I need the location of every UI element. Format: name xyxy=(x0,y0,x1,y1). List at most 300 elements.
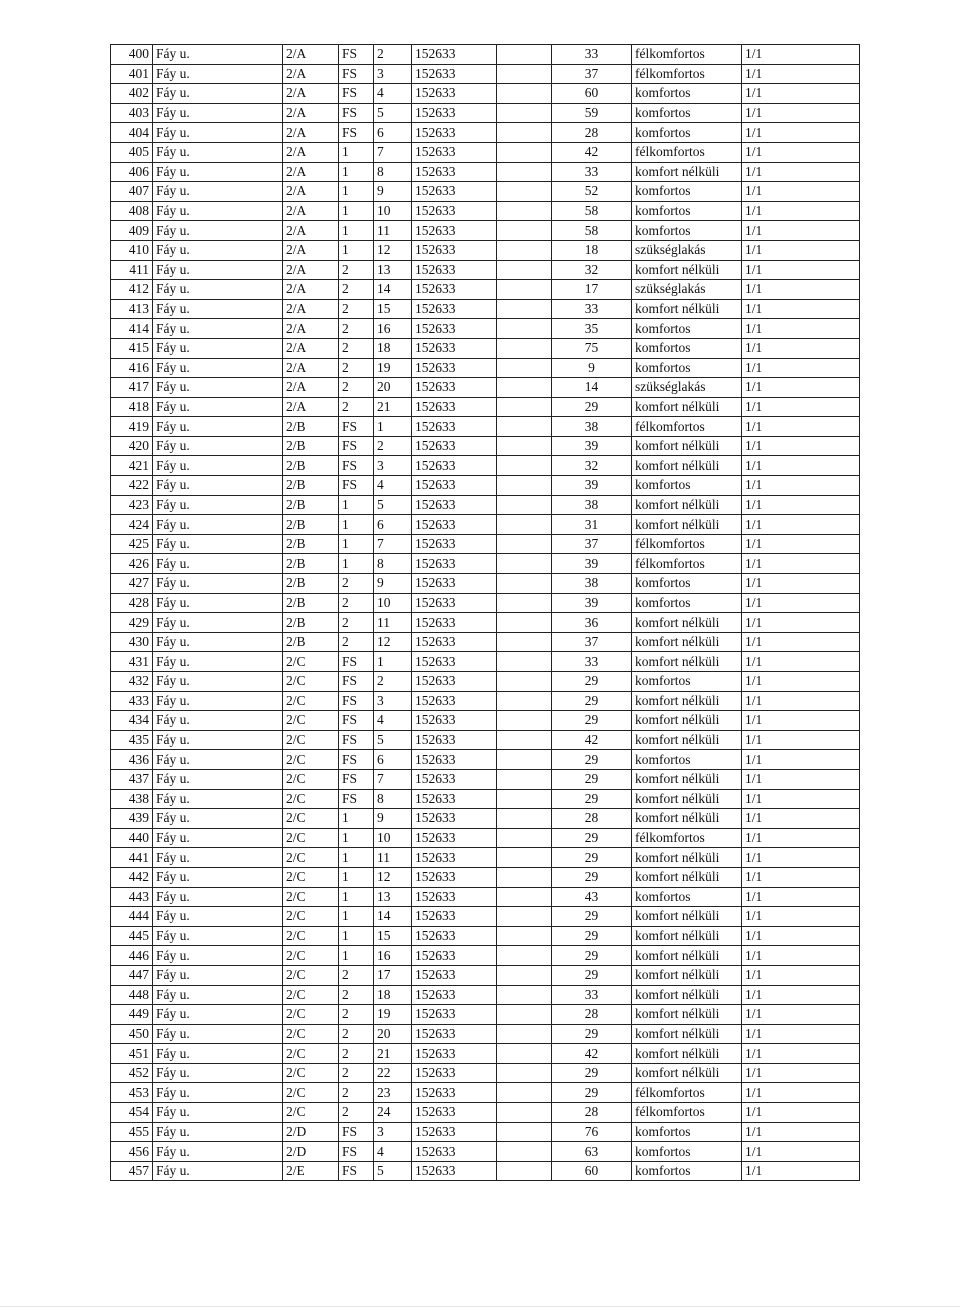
table-row xyxy=(111,828,860,848)
row-number-cell: 431 xyxy=(111,652,153,672)
floor-cell: FS xyxy=(339,436,374,456)
door-cell: 19 xyxy=(374,1005,412,1025)
floor-cell: FS xyxy=(339,691,374,711)
area-cell: 38 xyxy=(552,574,632,594)
street-cell: Fáy u. xyxy=(153,417,283,437)
empty-cell xyxy=(497,613,552,633)
table-row xyxy=(111,1005,860,1025)
parcel-number-cell: 152633 xyxy=(412,142,497,162)
street-cell: Fáy u. xyxy=(153,613,283,633)
empty-cell xyxy=(497,593,552,613)
parcel-number-cell: 152633 xyxy=(412,103,497,123)
door-cell: 18 xyxy=(374,338,412,358)
building-cell: 2/A xyxy=(283,299,339,319)
building-cell: 2/A xyxy=(283,358,339,378)
door-cell: 22 xyxy=(374,1063,412,1083)
street-cell: Fáy u. xyxy=(153,45,283,65)
floor-cell: 1 xyxy=(339,907,374,927)
parcel-number-cell: 152633 xyxy=(412,1083,497,1103)
row-number-cell: 445 xyxy=(111,926,153,946)
area-cell: 17 xyxy=(552,280,632,300)
row-number-cell: 440 xyxy=(111,828,153,848)
row-number-cell: 433 xyxy=(111,691,153,711)
empty-cell xyxy=(497,221,552,241)
floor-cell: 1 xyxy=(339,828,374,848)
ownership-share-cell: 1/1 xyxy=(742,613,860,633)
empty-cell xyxy=(497,848,552,868)
door-cell: 20 xyxy=(374,1024,412,1044)
empty-cell xyxy=(497,946,552,966)
street-cell: Fáy u. xyxy=(153,711,283,731)
door-cell: 9 xyxy=(374,182,412,202)
street-cell: Fáy u. xyxy=(153,319,283,339)
comfort-type-cell: komfortos xyxy=(632,1161,742,1181)
parcel-number-cell: 152633 xyxy=(412,45,497,65)
floor-cell: FS xyxy=(339,1122,374,1142)
floor-cell: FS xyxy=(339,652,374,672)
table-row xyxy=(111,1024,860,1044)
comfort-type-cell: komfortos xyxy=(632,201,742,221)
parcel-number-cell: 152633 xyxy=(412,672,497,692)
area-cell: 28 xyxy=(552,1005,632,1025)
table-body xyxy=(111,45,860,1181)
door-cell: 6 xyxy=(374,123,412,143)
row-number-cell: 403 xyxy=(111,103,153,123)
empty-cell xyxy=(497,45,552,65)
row-number-cell: 422 xyxy=(111,476,153,496)
building-cell: 2/C xyxy=(283,672,339,692)
row-number-cell: 456 xyxy=(111,1142,153,1162)
ownership-share-cell: 1/1 xyxy=(742,985,860,1005)
door-cell: 13 xyxy=(374,260,412,280)
area-cell: 35 xyxy=(552,319,632,339)
ownership-share-cell: 1/1 xyxy=(742,789,860,809)
row-number-cell: 429 xyxy=(111,613,153,633)
parcel-number-cell: 152633 xyxy=(412,750,497,770)
row-number-cell: 430 xyxy=(111,632,153,652)
empty-cell xyxy=(497,554,552,574)
ownership-share-cell: 1/1 xyxy=(742,632,860,652)
table-row xyxy=(111,985,860,1005)
floor-cell: 1 xyxy=(339,926,374,946)
area-cell: 29 xyxy=(552,946,632,966)
empty-cell xyxy=(497,1005,552,1025)
building-cell: 2/A xyxy=(283,319,339,339)
street-cell: Fáy u. xyxy=(153,260,283,280)
area-cell: 52 xyxy=(552,182,632,202)
building-cell: 2/C xyxy=(283,907,339,927)
building-cell: 2/E xyxy=(283,1161,339,1181)
street-cell: Fáy u. xyxy=(153,397,283,417)
street-cell: Fáy u. xyxy=(153,985,283,1005)
ownership-share-cell: 1/1 xyxy=(742,201,860,221)
area-cell: 42 xyxy=(552,1044,632,1064)
door-cell: 9 xyxy=(374,574,412,594)
street-cell: Fáy u. xyxy=(153,1103,283,1123)
parcel-number-cell: 152633 xyxy=(412,64,497,84)
row-number-cell: 401 xyxy=(111,64,153,84)
parcel-number-cell: 152633 xyxy=(412,319,497,339)
ownership-share-cell: 1/1 xyxy=(742,299,860,319)
scan-edge-line xyxy=(0,1306,960,1307)
area-cell: 76 xyxy=(552,1122,632,1142)
ownership-share-cell: 1/1 xyxy=(742,1103,860,1123)
ownership-share-cell: 1/1 xyxy=(742,64,860,84)
area-cell: 33 xyxy=(552,299,632,319)
floor-cell: FS xyxy=(339,750,374,770)
empty-cell xyxy=(497,64,552,84)
row-number-cell: 432 xyxy=(111,672,153,692)
area-cell: 29 xyxy=(552,789,632,809)
comfort-type-cell: komfort nélküli xyxy=(632,711,742,731)
row-number-cell: 417 xyxy=(111,378,153,398)
comfort-type-cell: félkomfortos xyxy=(632,1083,742,1103)
ownership-share-cell: 1/1 xyxy=(742,240,860,260)
comfort-type-cell: komfort nélküli xyxy=(632,789,742,809)
floor-cell: 2 xyxy=(339,260,374,280)
comfort-type-cell: félkomfortos xyxy=(632,828,742,848)
table-row xyxy=(111,436,860,456)
street-cell: Fáy u. xyxy=(153,495,283,515)
area-cell: 37 xyxy=(552,632,632,652)
parcel-number-cell: 152633 xyxy=(412,867,497,887)
area-cell: 29 xyxy=(552,691,632,711)
building-cell: 2/C xyxy=(283,769,339,789)
door-cell: 2 xyxy=(374,672,412,692)
table-row xyxy=(111,142,860,162)
empty-cell xyxy=(497,142,552,162)
empty-cell xyxy=(497,769,552,789)
building-cell: 2/B xyxy=(283,417,339,437)
empty-cell xyxy=(497,495,552,515)
comfort-type-cell: komfortos xyxy=(632,1122,742,1142)
building-cell: 2/A xyxy=(283,221,339,241)
ownership-share-cell: 1/1 xyxy=(742,711,860,731)
parcel-number-cell: 152633 xyxy=(412,1122,497,1142)
area-cell: 33 xyxy=(552,45,632,65)
table-row xyxy=(111,1161,860,1181)
building-cell: 2/C xyxy=(283,985,339,1005)
street-cell: Fáy u. xyxy=(153,593,283,613)
row-number-cell: 420 xyxy=(111,436,153,456)
ownership-share-cell: 1/1 xyxy=(742,1063,860,1083)
comfort-type-cell: szükséglakás xyxy=(632,378,742,398)
parcel-number-cell: 152633 xyxy=(412,182,497,202)
building-cell: 2/C xyxy=(283,946,339,966)
ownership-share-cell: 1/1 xyxy=(742,436,860,456)
area-cell: 29 xyxy=(552,926,632,946)
door-cell: 21 xyxy=(374,397,412,417)
street-cell: Fáy u. xyxy=(153,1161,283,1181)
door-cell: 8 xyxy=(374,789,412,809)
table-row xyxy=(111,613,860,633)
comfort-type-cell: komfort nélküli xyxy=(632,926,742,946)
row-number-cell: 407 xyxy=(111,182,153,202)
ownership-share-cell: 1/1 xyxy=(742,848,860,868)
building-cell: 2/C xyxy=(283,750,339,770)
area-cell: 38 xyxy=(552,417,632,437)
comfort-type-cell: komfort nélküli xyxy=(632,613,742,633)
area-cell: 29 xyxy=(552,1063,632,1083)
empty-cell xyxy=(497,1122,552,1142)
empty-cell xyxy=(497,476,552,496)
door-cell: 19 xyxy=(374,358,412,378)
comfort-type-cell: komfortos xyxy=(632,84,742,104)
building-cell: 2/A xyxy=(283,162,339,182)
comfort-type-cell: komfort nélküli xyxy=(632,632,742,652)
table-row xyxy=(111,84,860,104)
street-cell: Fáy u. xyxy=(153,358,283,378)
floor-cell: 2 xyxy=(339,280,374,300)
door-cell: 15 xyxy=(374,926,412,946)
building-cell: 2/B xyxy=(283,534,339,554)
comfort-type-cell: félkomfortos xyxy=(632,45,742,65)
row-number-cell: 455 xyxy=(111,1122,153,1142)
row-number-cell: 404 xyxy=(111,123,153,143)
comfort-type-cell: félkomfortos xyxy=(632,64,742,84)
empty-cell xyxy=(497,456,552,476)
area-cell: 60 xyxy=(552,1161,632,1181)
ownership-share-cell: 1/1 xyxy=(742,672,860,692)
comfort-type-cell: félkomfortos xyxy=(632,142,742,162)
parcel-number-cell: 152633 xyxy=(412,358,497,378)
ownership-share-cell: 1/1 xyxy=(742,946,860,966)
ownership-share-cell: 1/1 xyxy=(742,182,860,202)
building-cell: 2/B xyxy=(283,476,339,496)
street-cell: Fáy u. xyxy=(153,652,283,672)
door-cell: 11 xyxy=(374,848,412,868)
ownership-share-cell: 1/1 xyxy=(742,887,860,907)
comfort-type-cell: komfortos xyxy=(632,672,742,692)
comfort-type-cell: félkomfortos xyxy=(632,417,742,437)
ownership-share-cell: 1/1 xyxy=(742,652,860,672)
area-cell: 39 xyxy=(552,554,632,574)
empty-cell xyxy=(497,534,552,554)
ownership-share-cell: 1/1 xyxy=(742,691,860,711)
empty-cell xyxy=(497,162,552,182)
floor-cell: 2 xyxy=(339,338,374,358)
housing-register-table xyxy=(110,44,860,1181)
building-cell: 2/C xyxy=(283,1103,339,1123)
empty-cell xyxy=(497,515,552,535)
door-cell: 6 xyxy=(374,515,412,535)
building-cell: 2/A xyxy=(283,240,339,260)
comfort-type-cell: szükséglakás xyxy=(632,240,742,260)
table-row xyxy=(111,1122,860,1142)
empty-cell xyxy=(497,358,552,378)
comfort-type-cell: komfortos xyxy=(632,103,742,123)
door-cell: 14 xyxy=(374,280,412,300)
building-cell: 2/C xyxy=(283,1024,339,1044)
parcel-number-cell: 152633 xyxy=(412,711,497,731)
street-cell: Fáy u. xyxy=(153,1005,283,1025)
row-number-cell: 451 xyxy=(111,1044,153,1064)
door-cell: 23 xyxy=(374,1083,412,1103)
door-cell: 16 xyxy=(374,946,412,966)
area-cell: 39 xyxy=(552,436,632,456)
building-cell: 2/A xyxy=(283,397,339,417)
ownership-share-cell: 1/1 xyxy=(742,593,860,613)
empty-cell xyxy=(497,123,552,143)
door-cell: 4 xyxy=(374,84,412,104)
door-cell: 9 xyxy=(374,809,412,829)
ownership-share-cell: 1/1 xyxy=(742,123,860,143)
row-number-cell: 405 xyxy=(111,142,153,162)
table-row xyxy=(111,456,860,476)
area-cell: 28 xyxy=(552,123,632,143)
comfort-type-cell: komfortos xyxy=(632,123,742,143)
row-number-cell: 413 xyxy=(111,299,153,319)
ownership-share-cell: 1/1 xyxy=(742,867,860,887)
floor-cell: FS xyxy=(339,456,374,476)
parcel-number-cell: 152633 xyxy=(412,1161,497,1181)
building-cell: 2/C xyxy=(283,848,339,868)
door-cell: 6 xyxy=(374,750,412,770)
comfort-type-cell: félkomfortos xyxy=(632,554,742,574)
building-cell: 2/A xyxy=(283,64,339,84)
comfort-type-cell: komfort nélküli xyxy=(632,965,742,985)
building-cell: 2/D xyxy=(283,1142,339,1162)
ownership-share-cell: 1/1 xyxy=(742,1005,860,1025)
door-cell: 1 xyxy=(374,652,412,672)
floor-cell: 1 xyxy=(339,162,374,182)
row-number-cell: 418 xyxy=(111,397,153,417)
parcel-number-cell: 152633 xyxy=(412,240,497,260)
parcel-number-cell: 152633 xyxy=(412,1063,497,1083)
area-cell: 75 xyxy=(552,338,632,358)
empty-cell xyxy=(497,574,552,594)
parcel-number-cell: 152633 xyxy=(412,926,497,946)
table-row xyxy=(111,1103,860,1123)
ownership-share-cell: 1/1 xyxy=(742,534,860,554)
parcel-number-cell: 152633 xyxy=(412,1142,497,1162)
comfort-type-cell: komfortos xyxy=(632,221,742,241)
door-cell: 17 xyxy=(374,965,412,985)
comfort-type-cell: komfort nélküli xyxy=(632,652,742,672)
parcel-number-cell: 152633 xyxy=(412,769,497,789)
building-cell: 2/C xyxy=(283,926,339,946)
floor-cell: 2 xyxy=(339,613,374,633)
parcel-number-cell: 152633 xyxy=(412,338,497,358)
parcel-number-cell: 152633 xyxy=(412,515,497,535)
row-number-cell: 416 xyxy=(111,358,153,378)
street-cell: Fáy u. xyxy=(153,515,283,535)
table-row xyxy=(111,240,860,260)
street-cell: Fáy u. xyxy=(153,926,283,946)
building-cell: 2/B xyxy=(283,632,339,652)
floor-cell: 2 xyxy=(339,1024,374,1044)
table-row xyxy=(111,887,860,907)
empty-cell xyxy=(497,1142,552,1162)
area-cell: 29 xyxy=(552,848,632,868)
ownership-share-cell: 1/1 xyxy=(742,554,860,574)
area-cell: 29 xyxy=(552,1024,632,1044)
parcel-number-cell: 152633 xyxy=(412,123,497,143)
floor-cell: 2 xyxy=(339,632,374,652)
building-cell: 2/C xyxy=(283,691,339,711)
row-number-cell: 452 xyxy=(111,1063,153,1083)
floor-cell: FS xyxy=(339,45,374,65)
building-cell: 2/C xyxy=(283,1044,339,1064)
area-cell: 18 xyxy=(552,240,632,260)
table-row xyxy=(111,946,860,966)
table-row xyxy=(111,45,860,65)
floor-cell: 2 xyxy=(339,358,374,378)
building-cell: 2/C xyxy=(283,809,339,829)
table-row xyxy=(111,123,860,143)
street-cell: Fáy u. xyxy=(153,1044,283,1064)
street-cell: Fáy u. xyxy=(153,436,283,456)
door-cell: 1 xyxy=(374,417,412,437)
row-number-cell: 408 xyxy=(111,201,153,221)
street-cell: Fáy u. xyxy=(153,221,283,241)
comfort-type-cell: komfort nélküli xyxy=(632,1024,742,1044)
ownership-share-cell: 1/1 xyxy=(742,574,860,594)
floor-cell: 2 xyxy=(339,378,374,398)
building-cell: 2/A xyxy=(283,84,339,104)
street-cell: Fáy u. xyxy=(153,338,283,358)
comfort-type-cell: komfort nélküli xyxy=(632,691,742,711)
table-row xyxy=(111,809,860,829)
floor-cell: 2 xyxy=(339,1063,374,1083)
area-cell: 42 xyxy=(552,142,632,162)
ownership-share-cell: 1/1 xyxy=(742,456,860,476)
area-cell: 37 xyxy=(552,534,632,554)
table-row xyxy=(111,534,860,554)
comfort-type-cell: komfortos xyxy=(632,358,742,378)
floor-cell: 2 xyxy=(339,985,374,1005)
parcel-number-cell: 152633 xyxy=(412,397,497,417)
floor-cell: 1 xyxy=(339,534,374,554)
comfort-type-cell: komfort nélküli xyxy=(632,769,742,789)
floor-cell: 2 xyxy=(339,397,374,417)
area-cell: 37 xyxy=(552,64,632,84)
empty-cell xyxy=(497,809,552,829)
area-cell: 32 xyxy=(552,260,632,280)
table-row xyxy=(111,593,860,613)
comfort-type-cell: komfortos xyxy=(632,750,742,770)
empty-cell xyxy=(497,867,552,887)
area-cell: 28 xyxy=(552,809,632,829)
building-cell: 2/A xyxy=(283,338,339,358)
building-cell: 2/B xyxy=(283,456,339,476)
comfort-type-cell: komfort nélküli xyxy=(632,867,742,887)
door-cell: 10 xyxy=(374,828,412,848)
door-cell: 2 xyxy=(374,45,412,65)
door-cell: 3 xyxy=(374,64,412,84)
comfort-type-cell: komfort nélküli xyxy=(632,985,742,1005)
row-number-cell: 449 xyxy=(111,1005,153,1025)
parcel-number-cell: 152633 xyxy=(412,691,497,711)
floor-cell: FS xyxy=(339,64,374,84)
table-row xyxy=(111,574,860,594)
empty-cell xyxy=(497,985,552,1005)
comfort-type-cell: komfort nélküli xyxy=(632,946,742,966)
door-cell: 3 xyxy=(374,456,412,476)
floor-cell: 1 xyxy=(339,495,374,515)
door-cell: 3 xyxy=(374,691,412,711)
building-cell: 2/B xyxy=(283,554,339,574)
ownership-share-cell: 1/1 xyxy=(742,162,860,182)
floor-cell: 1 xyxy=(339,515,374,535)
building-cell: 2/B xyxy=(283,613,339,633)
empty-cell xyxy=(497,632,552,652)
street-cell: Fáy u. xyxy=(153,867,283,887)
street-cell: Fáy u. xyxy=(153,946,283,966)
row-number-cell: 421 xyxy=(111,456,153,476)
parcel-number-cell: 152633 xyxy=(412,534,497,554)
empty-cell xyxy=(497,417,552,437)
